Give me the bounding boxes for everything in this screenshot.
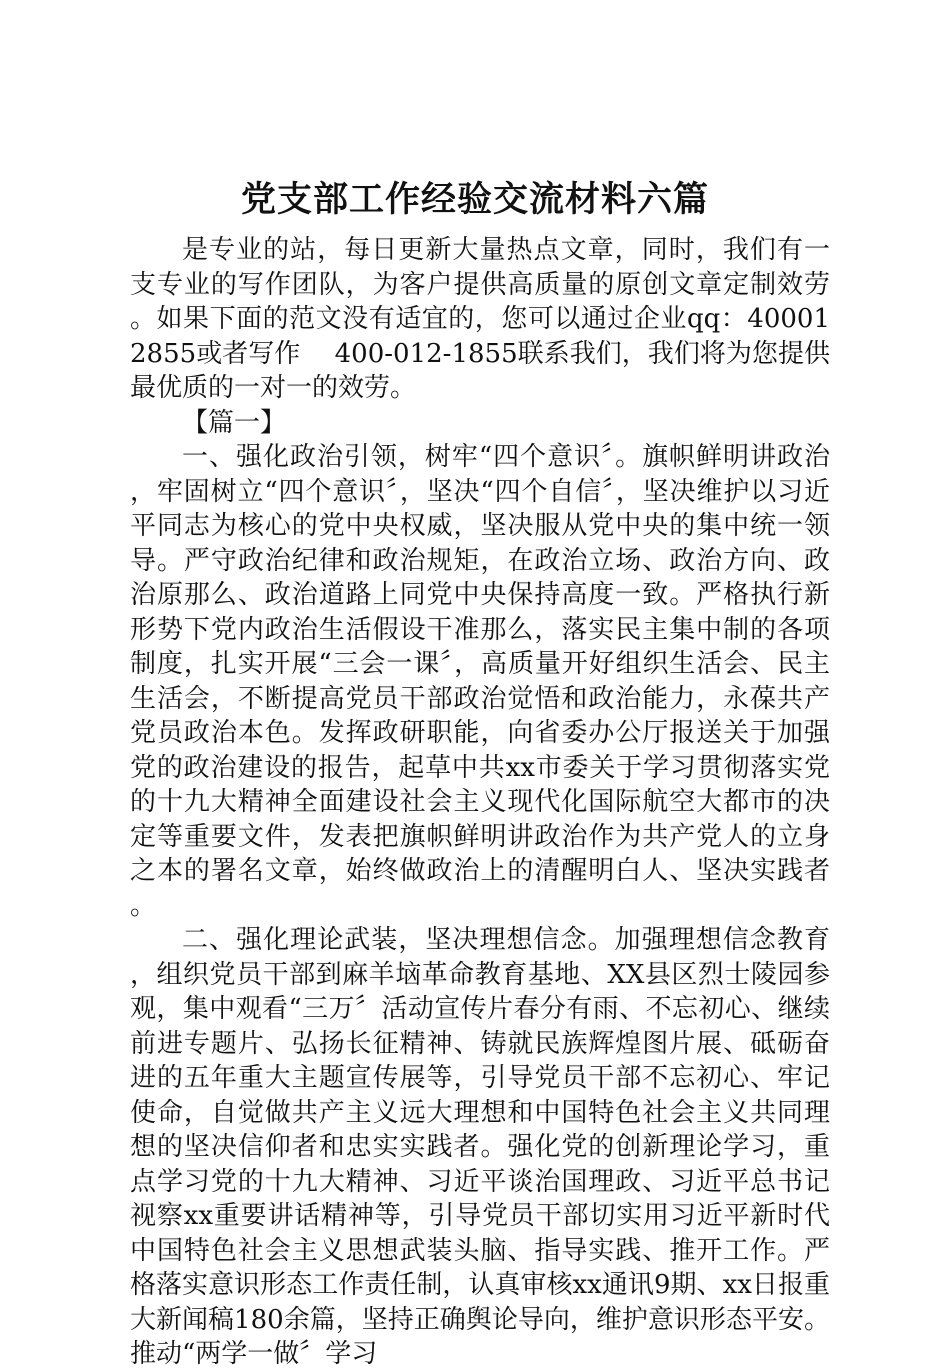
document-title: 党支部工作经验交流材料六篇 [240,179,709,220]
intro-paragraph: 是专业的站，每日更新大量热点文章，同时，我们有一支专业的写作团队，为客户提供高质量的原创文章定制效劳。如果下面的范文没有适宜的，您可以通过企业qq：400012855或者写作 400-012-1855联系我们，我们将为您提供最优质的一对一的效劳。 [130,235,830,403]
document-body [130,233,830,1372]
paragraph-political-leadership: 一、强化政治引领，树牢“四个意识〞。旗帜鲜明讲政治，牢固树立“四个意识〞，坚决“四个自信〞，坚决维护以习近平同志为核心的党中央权威，坚决服从党中央的集中统一领导。严守政治纪律和政治规矩，在政治立场、政治方向、政治原那么、政治道路上同党中央保持高度一致。严格执行新形势下党内政治生活假设干准那么，落实民主集中制的各项制度，扎实开展“三会一课〞，高质量开好组织生活会、民主生活会，不断提高党员干部政治觉悟和政治能力，永葆共产党员政治本色。发挥政研职能，向省委办公厅报送关于加强党的政治建设的报告，起草中共xx市委关于学习贯彻落实党的十九大精神全面建设社会主义现代化国际航空大都市的决定等重要文件，发表把旗帜鲜明讲政治作为共产党人的立身之本的署名文章，始终做政治上的清醒明白人、坚决实践者。 [130,442,830,921]
paragraph-theory-armament: 二、强化理论武装，坚决理想信念。加强理想信念教育，组织党员干部到麻羊垴革命教育基地、XX县区烈士陵园参观，集中观看“三万〞活动宣传片春分有雨、不忘初心、继续前进专题片、弘扬长征精神、铸就民族辉煌图片展、砥砺奋进的五年重大主题宣传展等，引导党员干部不忘初心、牢记使命，自觉做共产主义远大理想和中国特色社会主义共同理想的坚决信仰者和忠实实践者。强化党的创新理论学习，重点学习党的十九大精神、习近平谈治国理政、习近平总书记视察xx重要讲话精神等，引导党员干部切实用习近平新时代中国特色社会主义思想武装头脑、指导实践、推开工作。严格落实意识形态工作责任制，认真审核xx通讯9期、xx日报重大新闻稿180余篇，坚持正确舆论导向，维护意识形态平安。推动“两学一做〞学习 [130,925,830,1369]
section-heading: 【篇一】 [182,407,287,438]
